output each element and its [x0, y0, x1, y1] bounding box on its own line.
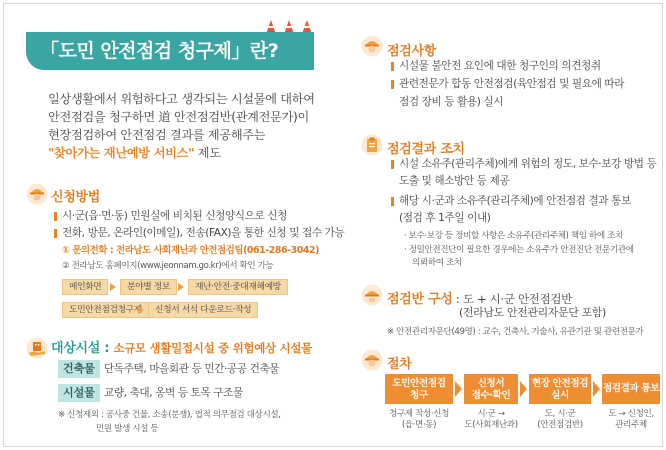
intro-suffix: 제도	[194, 146, 221, 160]
step-detail-line: (읍·면·동)	[401, 420, 437, 430]
tag-building-desc: 단독주택, 마을회관 등 민간·공공 건축물	[104, 363, 280, 375]
step-label: 도민안전점검	[392, 378, 446, 389]
procedure-step	[602, 374, 660, 404]
target-title-value: 소규모 생활밀접시설 중 위험예상 시설물	[113, 341, 312, 355]
tag-facility: 시설물	[58, 384, 100, 402]
step-detail-line: 청구제 작성·신청	[389, 409, 449, 419]
step-label: 점검결과 통보	[602, 383, 660, 394]
person-hardhat-icon	[26, 183, 48, 205]
result-note: · 보수·보강 등 정비할 사항은 소유주(관리주체) 책임 하에 조치	[404, 231, 623, 241]
section-title-apply: 신청방법	[51, 190, 101, 205]
path-chip: 메인화면	[62, 279, 108, 295]
procedure-step	[385, 374, 453, 404]
step-detail	[380, 409, 458, 431]
result-note-cont: 의뢰하여 조치	[412, 258, 462, 268]
step-label: 청구	[410, 389, 428, 401]
step-label: 접수·확인	[471, 389, 511, 401]
intro-line: 현장점검하여 안전점검 결과를 제공해주는	[48, 128, 266, 142]
result-bullet-cont: (점검 후 1주일 이내)	[399, 212, 491, 224]
contact-prefix: ① 문의전화 :	[62, 245, 117, 256]
section-title-inspect: 점검사항	[387, 44, 437, 59]
path-arrow-icon	[110, 283, 116, 291]
path-chip: 재난·안전·중대재해예방	[188, 279, 288, 295]
step-detail-line: 도(사회재난과)	[464, 420, 518, 430]
step-detail	[459, 409, 523, 431]
page-title: 「도민 안전점검 청구제」란?	[40, 40, 279, 62]
team-hardhat-icon	[361, 284, 383, 306]
apply-homepage-note: ② 전라남도 홈페이지(www.jeonnam.go.kr)에서 확인 가능	[62, 261, 274, 271]
step-detail	[598, 409, 664, 431]
procedure-worker-icon	[361, 349, 383, 371]
procedure-step	[529, 374, 591, 404]
step-detail-line: 관리주체	[615, 420, 647, 430]
step-arrow-icon	[593, 381, 600, 397]
apply-bullet: 전화, 방문, 온라인(이메일), 전송(FAX)을 통한 신청 및 접수 가능	[62, 227, 345, 239]
path-chip: 도민안전점검청구제	[62, 302, 149, 318]
section-title-result: 점검결과 조치	[387, 142, 465, 157]
inspect-bullet: 시설물 불안전 요인에 대한 청구인의 의견청취	[399, 60, 601, 72]
apply-contact-note	[62, 245, 319, 257]
apply-bullet: 시·군(읍·면·동) 민원실에 비치된 신청양식으로 신청	[62, 210, 287, 222]
intro-paragraph	[48, 90, 318, 162]
intro-line: 일상생활에서 위험하다고 생각되는 시설물에 대하여	[48, 92, 315, 106]
section-title-target	[51, 337, 312, 356]
result-bullet-cont: 도출 및 해소방안 등 제공	[399, 175, 510, 187]
result-bullet: 시설 소유주(관리주체)에게 위험의 정도, 보수·보강 방법 등	[399, 158, 657, 170]
path-arrow-icon	[178, 283, 184, 291]
worker-icon	[361, 35, 383, 57]
document-frame	[3, 3, 663, 447]
exclude-note-cont: 민원 발생 시설 등	[96, 424, 159, 434]
step-label: 현장 안전점검	[531, 378, 589, 389]
tag-building: 건축물	[58, 360, 100, 378]
target-title-prefix: 대상시설 :	[51, 341, 114, 356]
intro-line: 안전점검을 청구하면 道 안전점검반(관계전문가)이	[48, 110, 309, 124]
clipboard-icon	[361, 134, 383, 156]
step-detail-line: 시·군 →	[477, 409, 505, 419]
path-arrow-icon	[138, 306, 144, 314]
result-note: · 정밀안전진단이 필요한 경우에는 소유주가 안전진단 전문기관에	[404, 245, 634, 255]
section-title-team	[387, 288, 572, 307]
exclude-note: ※ 신청제외 : 공사중 건물, 소송(분쟁), 법적 의무점검 대상시설,	[58, 410, 281, 420]
inspect-bullet: 관련전문가 합동 안전점검(육안점검 및 필요에 따라	[399, 78, 625, 90]
title-banner	[26, 32, 314, 70]
service-highlight: "찾아가는 재난예방 서비스"	[48, 146, 195, 160]
team-note: ※ 안전관리자문단(49명) : 교수, 건축사, 기술사, 유관기관 및 관련전문가	[387, 327, 644, 337]
team-advisory: (전라남도 안전관리자문단 포함)	[459, 306, 606, 319]
result-bullet: 해당 시·군과 소유주(관리주체)에 안전점검 결과 통보	[399, 195, 631, 207]
step-label: 신청서	[477, 378, 505, 389]
path-chip: 신청서 서식 다운로드·작성	[148, 302, 258, 318]
step-label: 실시	[551, 389, 569, 401]
inspect-bullet-cont: 점검 장비 등 활용) 실시	[399, 96, 504, 108]
team-title-rest: : 도 + 시·군 안전점검반	[452, 292, 573, 306]
hand-building-icon	[26, 337, 48, 359]
path-chip: 분야별 정보	[120, 279, 177, 295]
step-detail-line: 도 → 신청인,	[608, 409, 654, 419]
section-title-procedure: 절차	[387, 357, 412, 372]
tag-facility-desc: 교량, 축대, 옹벽 등 토목 구조물	[104, 387, 243, 399]
team-title: 점검반 구성	[387, 292, 453, 307]
intro-line	[48, 144, 318, 162]
step-arrow-icon	[455, 381, 462, 397]
step-detail	[525, 409, 595, 431]
procedure-step	[464, 374, 518, 404]
step-detail-line: (안전점검반)	[537, 420, 583, 430]
step-arrow-icon	[520, 381, 527, 397]
step-detail-line: 도, 시·군	[544, 409, 576, 419]
contact-value: 전라남도 사회재난과 안전점검팀(061-286-3042)	[116, 245, 320, 256]
